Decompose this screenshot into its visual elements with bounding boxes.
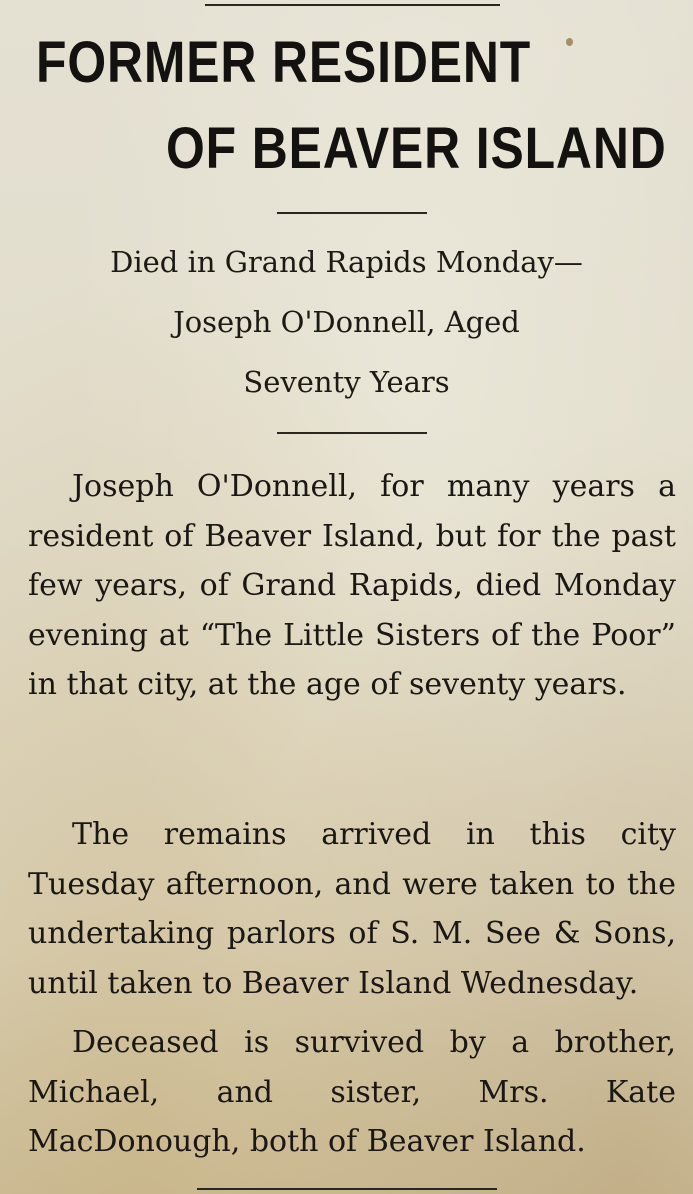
headline-line-2: OF BEAVER ISLAND <box>166 116 667 181</box>
subhead-line-2: Joseph O'Donnell, Aged <box>173 305 520 339</box>
headline-line-1: FORMER RESIDENT <box>36 30 532 95</box>
headline-divider-rule <box>277 212 427 214</box>
article-paragraph-3: Deceased is survived by a brother, Michael, and sister, Mrs. Kate MacDonough, both of Beaver Island. <box>28 1025 676 1159</box>
top-column-rule <box>205 4 500 6</box>
subhead-line-1: Died in Grand Rapids Monday— <box>110 245 583 279</box>
bottom-column-rule <box>197 1188 497 1190</box>
subhead-divider-rule <box>277 432 427 434</box>
ink-spot <box>566 38 573 46</box>
subhead-line-3: Seventy Years <box>243 365 450 399</box>
article-paragraph-1: Joseph O'Donnell, for many years a resident of Beaver Island, but for the past few years, of Grand Rapids, died Monday evening at “The Little Sisters of the Poor” in that city, at the age of seventy years. <box>28 469 676 702</box>
article-paragraph-2: The remains arrived in this city Tuesday afternoon, and were taken to the undertaking parlors of S. M. See & Sons, until taken to Beaver Island Wednesday. <box>28 817 676 1001</box>
